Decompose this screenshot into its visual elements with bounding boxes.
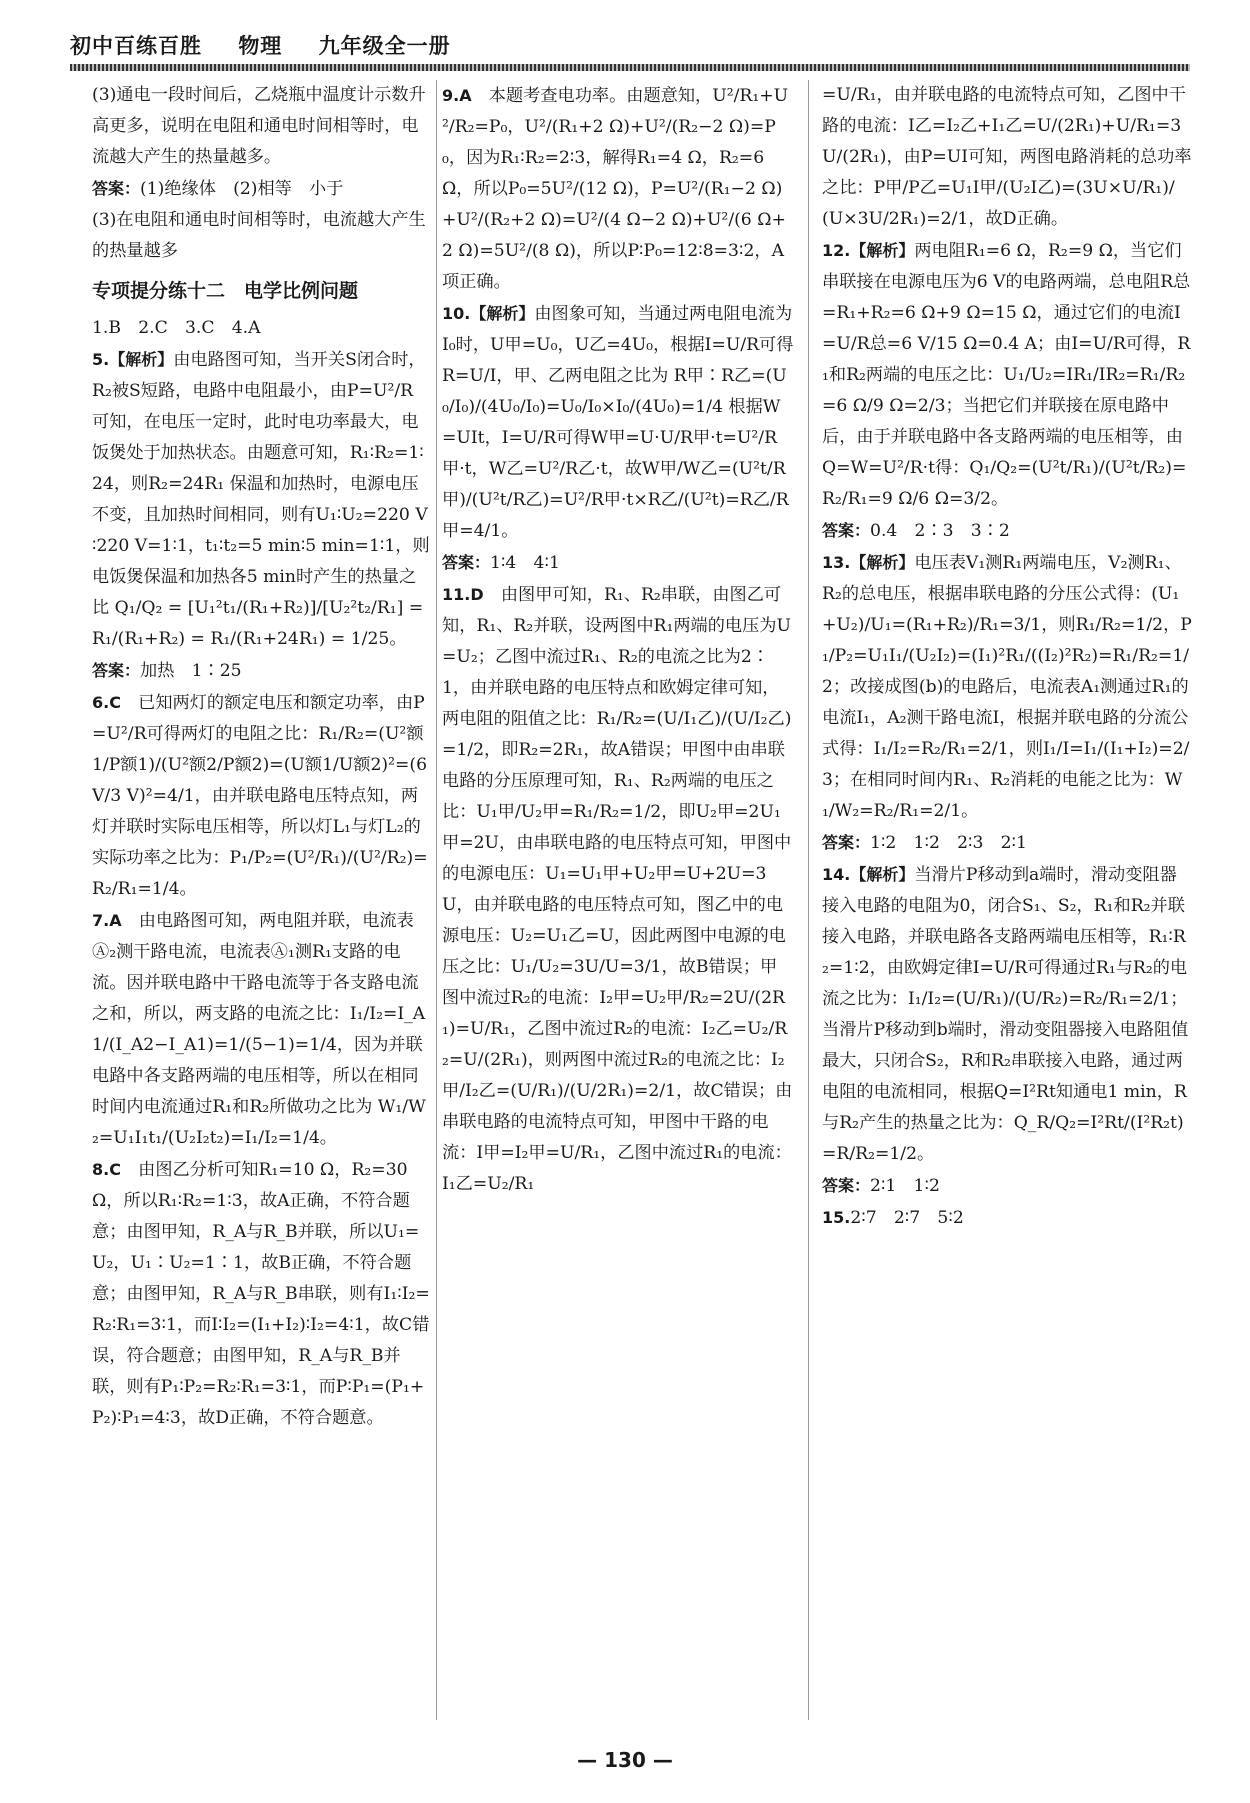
answer-item-text: 0.4 2∶3 3∶2 <box>870 521 1010 541</box>
answer-item-label: 11.D <box>442 585 484 604</box>
answer-item <box>92 344 430 655</box>
answer-item <box>822 1202 1192 1234</box>
answer-column-right <box>822 80 1192 1720</box>
answer-item-label: 10.【解析】 <box>442 304 535 323</box>
answer-item-text: 由电路图可知，两电阻并联，电流表Ⓐ₂测干路电流，电流表Ⓐ₁测R₁支路的电流。因并联电路中干路电流等于各支路电流之和，所以，两支路的电流之比：I₁/I₂=I_A1/(I_A2−I_A1)=1/(5−1)=1/4，因为并联电路中各支路两端的电压相等，所以在相同时间内电流通过R₁和R₂所做功之比为 W₁/W₂=U₁I₁t₁/(U₂I₂t₂)=I₁/I₂=1/4。 <box>92 911 426 1148</box>
answer-item <box>92 905 430 1154</box>
answer-item <box>92 687 430 905</box>
answer-item-text: (1)绝缘体 (2)相等 小于 <box>140 179 344 199</box>
answer-item <box>92 313 430 344</box>
answer-item <box>92 1154 430 1434</box>
answer-item-text: (3)在电阻和通电时间相等时，电流越大产生的热量越多 <box>92 210 426 261</box>
answer-item <box>822 547 1192 827</box>
answer-column-left <box>92 80 430 1720</box>
answer-item-text: (3)通电一段时间后，乙烧瓶中温度计示数升高更多，说明在电阻和通电时间相等时，电流越大产生的热量越多。 <box>92 85 426 167</box>
answer-item <box>442 579 794 1200</box>
answer-item <box>442 547 794 579</box>
answer-item <box>92 173 430 205</box>
answer-item-text: 1∶2 1∶2 2∶3 2∶1 <box>870 833 1027 853</box>
answer-item-text: 电压表V₁测R₁两端电压，V₂测R₁、R₂的总电压，根据串联电路的分压公式得：(U₁+U₂)/U₁=(R₁+R₂)/R₁=3/1，则R₁/R₂=1/2，P₁/P₂=U₁I₁/(U₂I₂)=(I₁)²R₁/((I₂)²R₂)=R₁/R₂=1/2；改接成图(b)的电路后，电流表A₁测通过R₁的电流I₁，A₂测干路电流I，根据并联电路的分流公式得：I₁/I₂=R₂/R₁=2/1，则I₁/I=I₁/(I₁+I₂)=2/3；在相同时间内R₁、R₂消耗的电能之比为：W₁/W₂=R₂/R₁=2/1。 <box>822 553 1192 821</box>
column-divider <box>808 80 809 1720</box>
answer-item-label: 13.【解析】 <box>822 553 915 572</box>
answer-item <box>92 205 430 267</box>
answer-item-text: 2∶7 2∶7 5∶2 <box>850 1208 964 1228</box>
column-divider <box>436 80 437 1720</box>
header-rule <box>70 64 1190 71</box>
grade-title: 九年级全一册 <box>318 34 451 58</box>
answer-item-text: 1∶4 4∶1 <box>490 553 560 573</box>
answer-item-text: 加热 1∶25 <box>140 661 242 681</box>
answer-item-label: 答案： <box>822 1176 871 1195</box>
answer-item-label: 答案： <box>92 179 141 198</box>
answer-item <box>92 655 430 687</box>
answer-item-text: 两电阻R₁=6 Ω，R₂=9 Ω，当它们串联接在电源电压为6 V的电路两端，总电阻R总=R₁+R₂=6 Ω+9 Ω=15 Ω，通过它们的电流I=U/R总=6 V/15 Ω=0.4 A；由I=U/R可得，R₁和R₂两端的电压之比：U₁/U₂=IR₁/IR₂=R₁/R₂=6 Ω/9 Ω=2/3；当把它们并联接在原电路中后，由于并联电路中各支路两端的电压相等，由Q=W=U²/R·t得：Q₁/Q₂=(U²t/R₁)/(U²t/R₂)=R₂/R₁=9 Ω/6 Ω=3/2。 <box>822 241 1191 509</box>
answer-item-label: 答案： <box>442 553 491 572</box>
answer-column-middle <box>442 80 794 1720</box>
answer-item <box>822 1170 1192 1202</box>
answer-item-text: 当滑片P移动到a端时，滑动变阻器接入电路的电阻为0，闭合S₁、S₂，R₁和R₂并联接入电路，并联电路各支路两端电压相等，R₁∶R₂=1∶2，由欧姆定律I=U/R可得通过R₁与R₂的电流之比为：I₁/I₂=(U/R₁)/(U/R₂)=R₂/R₁=2/1；当滑片P移动到b端时，滑动变阻器接入电路阻值最大，只闭合S₂，R和R₂串联接入电路，通过两电阻的电流相同，根据Q=I²Rt知通电1 min，R与R₂产生的热量之比为：Q_R/Q₂=I²Rt/(I²R₂t)=R/R₂=1/2。 <box>822 865 1189 1164</box>
answer-item <box>822 235 1192 515</box>
answer-item <box>822 80 1192 235</box>
answer-item-text: 由图象可知，当通过两电阻电流为I₀时，U甲=U₀，U乙=4U₀，根据I=U/R可得R=U/I，甲、乙两电阻之比为 R甲∶R乙=(U₀/I₀)/(4U₀/I₀)=U₀/I₀×I₀/(4U₀)=1/4 根据W=UIt，I=U/R可得W甲=U·U/R甲·t=U²/R甲·t，W乙=U²/R乙·t，故W甲/W乙=(U²t/R甲)/(U²t/R乙)=U²/R甲·t×R乙/(U²t)=R乙/R甲=4/1。 <box>442 304 794 541</box>
answer-item <box>822 859 1192 1170</box>
answer-item <box>92 80 430 173</box>
answer-item-label: 答案： <box>822 833 871 852</box>
answer-item-label: 答案： <box>92 661 141 680</box>
answer-item-text: 本题考查电功率。由题意知，U²/R₁+U²/R₂=P₀，U²/(R₁+2 Ω)+U²/(R₂−2 Ω)=P₀，因为R₁∶R₂=2∶3，解得R₁=4 Ω，R₂=6 Ω，所以P₀=5U²/(12 Ω)，P=U²/(R₁−2 Ω)+U²/(R₂+2 Ω)=U²/(4 Ω−2 Ω)+U²/(6 Ω+2 Ω)=5U²/(8 Ω)，所以P∶P₀=12∶8=3∶2，A项正确。 <box>442 86 789 292</box>
answer-item-label: 14.【解析】 <box>822 865 915 884</box>
answer-item-label: 答案： <box>822 521 871 540</box>
answer-item-label: 9.A <box>442 86 472 105</box>
answer-item-label: 5.【解析】 <box>92 350 174 369</box>
book-series-title: 初中百练百胜 <box>70 34 202 58</box>
answer-item-label: 7.A <box>92 911 122 930</box>
page-header <box>70 30 1190 60</box>
answer-item-label: 6.C <box>92 693 121 712</box>
answer-item-text: 由图甲可知，R₁、R₂串联，由图乙可知，R₁、R₂并联，设两图中R₁两端的电压为U=U₂；乙图中流过R₁、R₂的电流之比为2∶1，由并联电路的电压特点和欧姆定律可知，两电阻的阻值之比：R₁/R₂=(U/I₁乙)/(U/I₂乙)=1/2，即R₂=2R₁，故A错误；甲图中由串联电路的分压原理可知，R₁、R₂两端的电压之比：U₁甲/U₂甲=R₁/R₂=1/2，即U₂甲=2U₁甲=2U，由串联电路的电压特点可知，甲图中的电源电压：U₁=U₁甲+U₂甲=U+2U=3U，由并联电路的电压特点可知，图乙中的电源电压：U₂=U₁乙=U，因此两图中电源的电压之比：U₁/U₂=3U/U=3/1，故B错误；甲图中流过R₂的电流：I₂甲=U₂甲/R₂=2U/(2R₁)=U/R₁，乙图中流过R₂的电流：I₂乙=U₂/R₂=U/(2R₁)，则两图中流过R₂的电流之比：I₂甲/I₂乙=(U/R₁)/(U/2R₁)=2/1，故C错误；由串联电路的电流特点可知，甲图中干路的电流：I甲=I₂甲=U/R₁，乙图中流过R₁的电流：I₁乙=U₂/R₁ <box>442 585 793 1194</box>
answer-item-text: 1.B 2.C 3.C 4.A <box>92 318 261 338</box>
answer-item-text: =U/R₁，由并联电路的电流特点可知，乙图中干路的电流：I乙=I₂乙+I₁乙=U/(2R₁)+U/R₁=3U/(2R₁)，由P=UI可知，两图电路消耗的总功率之比：P甲/P乙=U₁I甲/(U₂I乙)=(3U×U/R₁)/(U×3U/2R₁)=2/1，故D正确。 <box>822 85 1192 229</box>
answer-item <box>442 298 794 547</box>
answer-item-text: 已知两灯的额定电压和额定功率，由P=U²/R可得两灯的电阻之比：R₁/R₂=(U²额1/P额1)/(U²额2/P额2)=(U额1/U额2)²=(6 V/3 V)²=4/1，由并联电路电压特点知，两灯并联时实际电压相等，所以灯L₁与灯L₂的实际功率之比为：P₁/P₂=(U²/R₁)/(U²/R₂)=R₂/R₁=1/4。 <box>92 693 428 899</box>
answer-item-label: 8.C <box>92 1160 121 1179</box>
answer-item <box>442 80 794 298</box>
answer-item-text: 由电路图可知，当开关S闭合时，R₂被S短路，电路中电阻最小，由P=U²/R可知，在电压一定时，此时电功率最大，电饭煲处于加热状态。由题意可知，R₁∶R₂=1∶24，则R₂=24R₁ 保温和加热时，电源电压不变，且加热时间相同，则有U₁∶U₂=220 V∶220 V=1∶1，t₁∶t₂=5 min∶5 min=1∶1，则电饭煲保温和加热各5 min时产生的热量之比 Q₁/Q₂ = [U₁²t₁/(R₁+R₂)]/[U₂²t₂/R₁] = R₁/(R₁+R₂) = R₁/(R₁+24R₁) = 1/25。 <box>92 350 430 649</box>
answer-item-text: 由图乙分析可知R₁=10 Ω，R₂=30 Ω，所以R₁∶R₂=1∶3，故A正确，不符合题意；由图甲知，R_A与R_B并联，所以U₁=U₂，U₁∶U₂=1∶1，故B正确，不符合题意；由图甲知，R_A与R_B串联，则有I₁∶I₂=R₂∶R₁=3∶1，而I∶I₂=(I₁+I₂)∶I₂=4∶1，故C错误，符合题意；由图甲知，R_A与R_B并联，则有P₁∶P₂=R₂∶R₁=3∶1，而P∶P₁=(P₁+P₂)∶P₁=4∶3，故D正确，不符合题意。 <box>92 1160 430 1428</box>
answer-item-label: 12.【解析】 <box>822 241 915 260</box>
answer-item-label: 15. <box>822 1208 851 1227</box>
page-number: — 130 — <box>577 1748 673 1772</box>
answer-item <box>822 827 1192 859</box>
answer-item <box>822 515 1192 547</box>
answer-item-text: 2∶1 1∶2 <box>870 1176 940 1196</box>
subject-title: 物理 <box>238 34 283 58</box>
section-heading: 专项提分练十二 电学比例问题 <box>92 280 359 302</box>
